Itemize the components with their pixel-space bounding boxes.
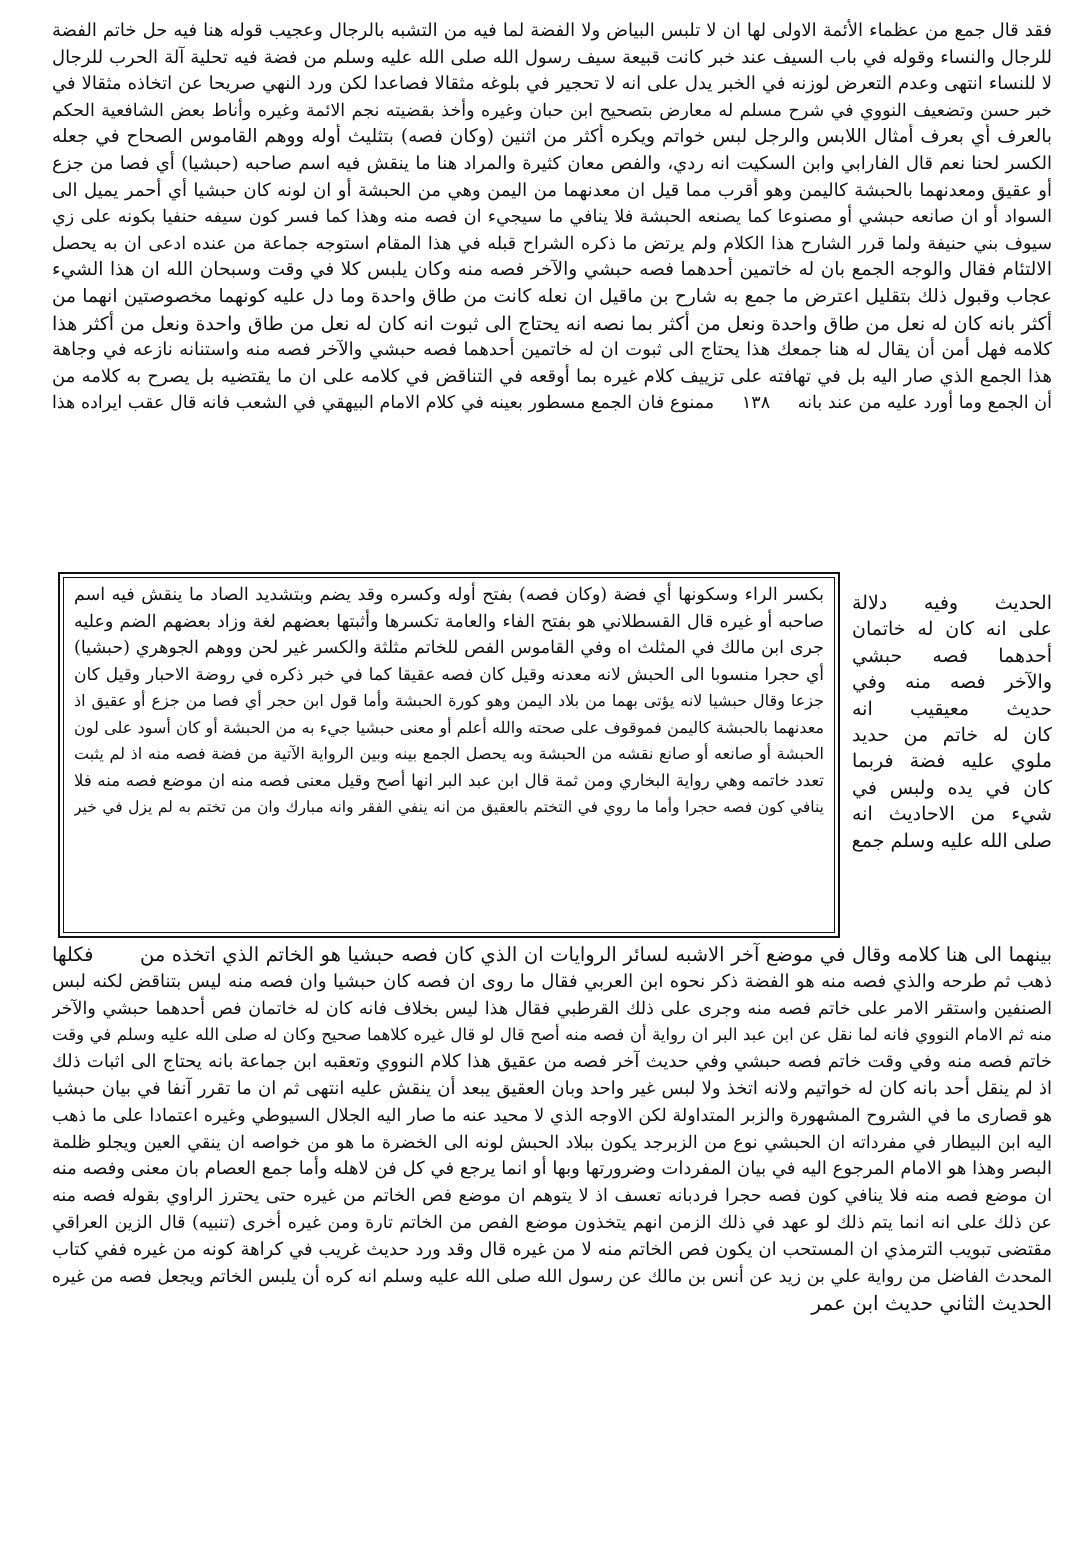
text-line: اليه ابن البيطار في مفرداته ان الحبشي نوع من الزبرجد يكون ببلاد الحبش لونه الى الخضرة ما هو من خواصه ان ينقي العين ويجلو ظلمة <box>52 1132 1052 1153</box>
text-line: الصنفين واستقر الامر على خاتم فصه منه وجرى على ذلك القرطبي فقال هذا ليس بخلاف فانه كان له خاتمان فص أحدهما حبشي والآخر <box>52 998 1052 1019</box>
text-line: فقد قال جمع من عظماء الأئمة الاولى لها ان لا تلبس البياض ولا الفضة لما فيه من التشبه بالرجال وعجيب قوله هنا فيه حل خاتم الفضة <box>52 20 1052 41</box>
text-line: هذا الجمع الذي صار اليه بل في تهافته على تزييف كلام غيره بما أوقعه في التناقض في كلامه على ان ما يقتضيه بل يصرح به كلامه من <box>52 365 1052 387</box>
text-line: ذهب ثم طرحه والذي فصه منه هو الفضة ذكر نحوه ابن العربي فقال ما روى ان فصه كان حبشيا وان فصه منه ليس بتناقض لكنه لبس <box>52 970 1052 992</box>
text-line: والآخر فصه منه وفي <box>852 671 1052 694</box>
page-number: ١٣٨ <box>741 393 771 414</box>
main-text-top <box>52 18 1052 417</box>
text-line: ان موضع فصه منه فلا ينافي كون فصه حجرا فردبانه تعسف اذ لا يتوهم ان موضع فص الخاتم من غيره حتى يحترز الراوي بقوله فصه منه <box>52 1186 1052 1207</box>
text-line: هو قصارى ما في الشروح المشهورة والزبر المتداولة لكن الاوجه الذي لا محيد عنه ما صار اليه الجلال السيوطي وغيره اعتمادا على ما ذهب <box>52 1105 1052 1126</box>
text-line: الكسر لحنا نعم قال الفارابي وابن السكيت انه ردي، والفص معان كثيرة والمراد هنا ما ينقش فيه اسم صاحبه (حبشيا) أي فصا من جزع <box>52 152 1052 174</box>
text-fragment: بينهما الى هنا كلامه وقال في موضع آخر الاشبه لسائر الروايات ان الذي كان فصه حبشيا هو الخاتم الذي اتخذه من <box>140 943 1052 966</box>
text-line: أو عقيق ومعدنهما بالحبشة كاليمن وهو أقرب مما قيل ان معدنهما من اليمن وهي من الحبشة أو ان لونه كان حبشيا أي أحمر يميل الى <box>52 179 1052 201</box>
text-line: صلى الله عليه وسلم جمع <box>852 829 1052 852</box>
text-line: أحدهما فصه حبشي <box>852 644 1052 667</box>
gloss-line: ينافي كون فصه حجرا وأما ما روي في التختم بالعقيق من انه ينفي الفقر وانه مبارك وان من تختم به لم يزل في خير <box>74 798 824 816</box>
gloss-line: تعدد خاتمه وهي رواية البخاري ومن ثمة قال ابن عبد البر انها أصح وقيل معنى فصه منه ان موضع فصه منه فلا <box>74 770 824 790</box>
text-line: عجاب وقبول ذلك بتقليل اعترض ما جمع به شارح بن ماقيل ان نعله كانت من طاق واحدة وما دل عليه كونهما مخصوصتين انهما من <box>52 285 1052 307</box>
text-line: للرجال والنساء وقوله في باب السيف عند خبر كانت قبيعة سيف رسول الله صلى الله عليه وسلم من فضة فيه تحلية آلة الحرب للرجال <box>52 46 1052 68</box>
text-line: السواد أو ان صانعه حبشي أو مصنوعا كما يصنعه الحبشة فلا ينافي ما سيجيء ان فصه منه وهذا كما فسر كون سيفه حنفيا بكونه على زي <box>52 207 1052 228</box>
gloss-line: الحبشة أو صانعه أو صانع نقشه من الحبشة وبه يحصل الجمع بينه وبين الرواية الآتية من فضة فصه منه اذ لم يثبت <box>74 744 824 763</box>
text-line: سيوف بني حنيفة ولما قرر الشارح هذا الكلام ولم يرتض ما ذكره الشراح قبله في هذا المقام استوجه جماعة من عنده ادعى ان به يحصل <box>52 233 1052 254</box>
text-line: الالتئام فقال والوجه الجمع بان له خاتمين أحدهما فصه حبشي والآخر فصه منه وكان يلبس كلا في وقت وسبحان الله ان هذا الشيء <box>52 259 1052 281</box>
text-line: أكثر بانه كان له نعل من طاق واحدة ونعل من أكثر بما نصه انه يحتاج الى ثبوت انه كان له نعل من طاق واحدة ونعل من أكثر هذا <box>52 312 1052 335</box>
gloss-line: جزعا وقال حبشيا لانه يؤتى بهما من بلاد اليمن وهو كورة الحبشة وأما قول ابن حجر أي فصا من جزع أو عقيق اذ <box>74 691 824 710</box>
gloss-line: صاحبه أو غيره قال القسطلاني هو بفتح الفاء والعامة تكسرها وأثبتها بعضهم لغة وزاد بعضهم الضم وعليه <box>74 611 824 632</box>
text-line: كلامه فهل أمن أن يقال له هنا جمعك هذا يحتاج الى ثبوت ان له خاتمين أحدهما فصه حبشي والآخر فصه منه واستنانه نازعه في وجاهة <box>52 339 1052 361</box>
text-line-section-heading: الحديث الثاني حديث ابن عمر <box>811 1291 1052 1316</box>
gloss-line: أي حجرا منسوبا الى الحبش لانه معدنه وقيل كان فصه عقيقا كما في خبر ذكره في روضة الاحبار وقيل كان <box>74 664 824 685</box>
text-line <box>52 942 1052 969</box>
text-line: البصر وهذا هو الامام المرجوع اليه في بيان المفردات وضرورتها وبها أو انما يرجع في كل فن لاهله وأما جمع العصام بان معنى وفصه منه <box>52 1158 1052 1180</box>
gloss-line: بكسر الراء وسكونها أي فضة (وكان فصه) بفتح أوله وكسره وقد يضم وبتشديد الصاد ما ينقش فيه اسم <box>74 585 824 605</box>
text-line: خبر حسن وتضعيف النووي في شرح مسلم له معارض بتصحيح ابن حبان وغيره وأخذ بقضيته نجم الائمة وغيره وأناط بعض الشافعية الحكم <box>52 100 1052 121</box>
text-line: كان في يده ولبس في <box>852 776 1052 799</box>
main-text-side-column <box>852 590 1052 854</box>
text-line: المحدث الفاضل من رواية علي بن زيد عن أنس بن مالك عن رسول الله صلى الله عليه وسلم انه كره أن يلبس الخاتم ويجعل فصه من غيره <box>52 1266 1052 1287</box>
text-line-with-page-number <box>52 390 1052 417</box>
text-fragment: ممنوع فان الجمع مسطور بعينه في كلام الامام البيهقي في الشعب فانه قال عقب ايراده هذا <box>52 393 715 414</box>
gloss-line: معدنهما بالحبشة كاليمن فموقوف على صحته والله أعلم أو معنى حبشيا جيء به من الحبشة أو كان أسود على لون <box>74 717 824 737</box>
text-line: ملوي عليه فضة فربما <box>852 750 1052 773</box>
text-fragment: فكلها <box>52 943 94 966</box>
text-line: خاتم فصه منه وفي وقت خاتم فصه حبشي وفي حديث آخر فصه من عقيق هذا كلام النووي وتعقبه ابن جماعة بانه يحتاج الى اثبات ذلك <box>52 1051 1052 1073</box>
text-line: حديث معيقيب انه <box>852 697 1052 720</box>
text-line: بالعرف أي بعرف أمثال اللابس والرجل لبس خواتم ويكره أكثر من اثنين (وكان فصه) بتثليث أوله ووهم القاموس الصحاح في جعله <box>52 126 1052 148</box>
text-line: اذ لم ينقل أحد بانه كان له خواتيم ولانه اتخذ ولا لبس غير واحد وبان العقيق يبعد أن ينقش عليه انتهى ثم ان ما تقرر آنفا في بيان حبشيا <box>52 1077 1052 1099</box>
main-text-bottom <box>52 942 1052 1317</box>
gloss-line: جرى ابن مالك في المثلث اه وفي القاموس الفص للخاتم مثلثة والكسر غير لحن ووهم الجوهري (حبشيا) <box>74 638 824 658</box>
text-line: على انه كان له خاتمان <box>852 618 1052 641</box>
text-line: مقتضى تبويب الترمذي ان المستحب ان يكون فص الخاتم منه لا من غيره قال وقد ورد حديث غريب في كراهة كونه من غيره ففي كتاب <box>52 1238 1052 1260</box>
text-line: لا للنساء انتهى وعدم التعرض لوزنه في الخبر يدل على انه لا تحجير في بلوغه مثقالا فصاعدا لكن ورد النهي صريحا عن اتخاذه مثقالا في <box>52 73 1052 95</box>
text-fragment: أن الجمع وما أورد عليه من عند بانه <box>797 393 1052 414</box>
text-line: الحديث وفيه دلالة <box>852 592 1052 614</box>
text-line: شيء من الاحاديث انه <box>852 803 1052 826</box>
text-line: منه ثم الامام النووي فانه لما نقل عن ابن عبد البر ان رواية أن فصه منه أصح قال لو قال غيره كلاهما صحيح وكان له صلى الله عليه وسلم في وقت <box>52 1025 1052 1045</box>
text-line: كان له خاتم من حديد <box>852 723 1052 746</box>
text-line: عن ذلك على انه انما يتم ذلك لو عهد في ذلك الزمن انهم يتخذون موضع الفص من الخاتم تارة ومن غيره أخرى (تنبيه) قال الزين العراقي <box>52 1212 1052 1233</box>
gloss-box <box>58 572 840 938</box>
